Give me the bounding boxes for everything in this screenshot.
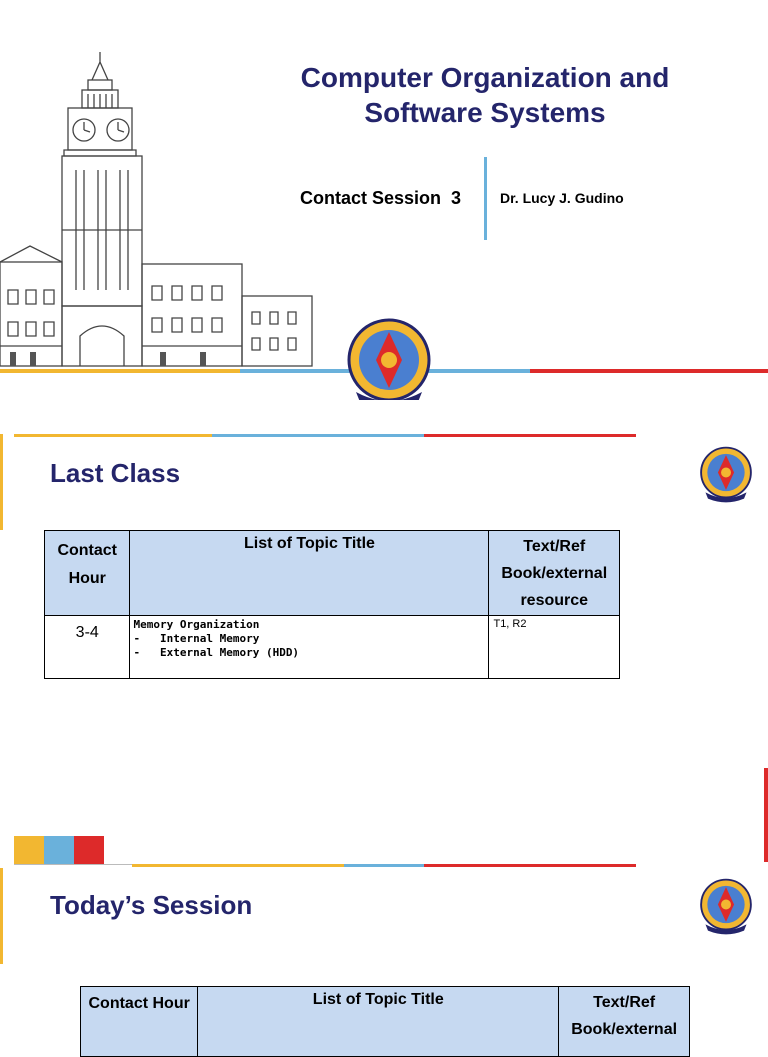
color-stripe-yellow bbox=[132, 864, 344, 867]
table-row bbox=[45, 616, 620, 679]
slide-edge-accent bbox=[764, 768, 768, 862]
title-slide bbox=[0, 0, 768, 400]
contact-hour-cell: 3-4 bbox=[45, 616, 130, 679]
color-stripe-blue bbox=[344, 864, 424, 867]
topic-table bbox=[80, 986, 690, 1057]
topic-item: - Internal Memory bbox=[133, 632, 485, 646]
topic-cell bbox=[130, 616, 489, 679]
color-stripe-yellow bbox=[14, 434, 212, 437]
bits-pilani-emblem-icon bbox=[698, 446, 754, 504]
presenter-name: Dr. Lucy J. Gudino bbox=[500, 190, 624, 206]
table-header-row bbox=[45, 531, 620, 616]
title-line-2: Software Systems bbox=[364, 97, 606, 128]
slide-divider bbox=[14, 864, 132, 865]
column-header: Text/Ref Book/external bbox=[559, 987, 690, 1057]
topic-item: - External Memory (HDD) bbox=[133, 646, 485, 660]
slide-left-accent bbox=[0, 434, 3, 530]
color-stripe-yellow bbox=[0, 369, 240, 373]
bits-pilani-emblem-icon bbox=[344, 318, 434, 400]
column-header: Contact Hour bbox=[81, 987, 198, 1057]
presentation-title bbox=[260, 60, 710, 130]
reference-cell: T1, R2 bbox=[489, 616, 620, 679]
column-header: Text/Ref Book/external resource bbox=[489, 531, 620, 616]
topic-table bbox=[44, 530, 620, 679]
color-stripe-red bbox=[424, 864, 636, 867]
slide-todays-session bbox=[0, 860, 768, 1038]
title-line-1: Computer Organization and bbox=[300, 62, 670, 93]
table-header-row bbox=[81, 987, 690, 1057]
bits-pilani-emblem-icon bbox=[698, 878, 754, 936]
column-header: List of Topic Title bbox=[130, 531, 489, 616]
color-stripe-red bbox=[530, 369, 768, 373]
column-header: List of Topic Title bbox=[198, 987, 559, 1057]
column-header: Contact Hour bbox=[45, 531, 130, 616]
color-stripe-red bbox=[424, 434, 636, 437]
slide-left-accent bbox=[0, 868, 3, 964]
color-stripe-blue bbox=[212, 434, 424, 437]
slide-heading: Today’s Session bbox=[50, 890, 253, 920]
slide-heading: Last Class bbox=[50, 458, 181, 488]
divider-line bbox=[484, 157, 487, 240]
topic-title: Memory Organization bbox=[133, 618, 260, 631]
session-label: Contact Session 3 bbox=[300, 188, 462, 208]
slide-last-class bbox=[0, 430, 768, 830]
